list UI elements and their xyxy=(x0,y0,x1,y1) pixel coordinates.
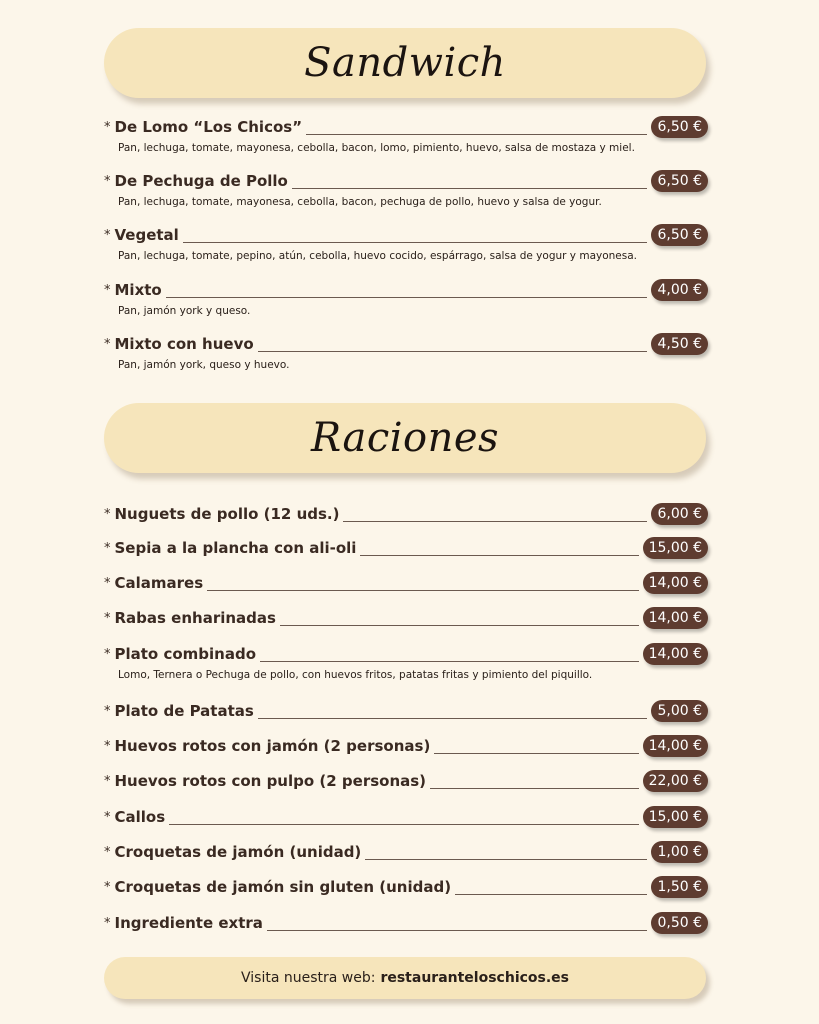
item-name: Plato combinado xyxy=(114,645,257,663)
footer-prefix: Visita nuestra web: xyxy=(240,970,376,986)
item-name: Vegetal xyxy=(114,226,179,244)
item-name: De Pechuga de Pollo xyxy=(114,172,288,190)
bullet-star: * xyxy=(104,119,111,135)
menu-item xyxy=(104,277,708,317)
sandwich-section-title: Sandwich xyxy=(304,40,506,86)
menu-item xyxy=(104,910,708,936)
menu-item xyxy=(104,641,708,681)
price-badge: 14,00 € xyxy=(643,607,708,629)
item-name: Nuguets de pollo (12 uds.) xyxy=(114,505,340,523)
bullet-star: * xyxy=(104,282,111,298)
price-badge: 1,50 € xyxy=(651,876,708,898)
dot-leader xyxy=(455,880,647,895)
price-badge: 14,00 € xyxy=(643,572,708,594)
dot-leader xyxy=(207,576,638,591)
item-name: Croquetas de jamón (unidad) xyxy=(114,843,362,861)
dot-leader xyxy=(434,739,638,754)
item-name: Sepia a la plancha con ali-oli xyxy=(114,539,357,557)
dot-leader xyxy=(267,916,648,931)
item-description: Pan, lechuga, tomate, pepino, atún, cebolla, huevo cocido, espárrago, salsa de yogur y mayonesa. xyxy=(118,250,638,262)
bullet-star: * xyxy=(104,844,111,860)
item-description: Lomo, Ternera o Pechuga de pollo, con huevos fritos, patatas fritas y pimiento del piquillo. xyxy=(118,669,593,681)
price-badge: 6,50 € xyxy=(651,170,708,192)
raciones-header-banner xyxy=(104,403,706,473)
price-badge: 14,00 € xyxy=(643,643,708,665)
bullet-star: * xyxy=(104,738,111,754)
price-badge: 6,00 € xyxy=(651,503,708,525)
item-name: Mixto con huevo xyxy=(114,335,254,353)
dot-leader xyxy=(292,174,648,189)
item-description: Pan, lechuga, tomate, mayonesa, cebolla, bacon, pechuga de pollo, huevo y salsa de yogur. xyxy=(118,196,602,208)
item-name: De Lomo “Los Chicos” xyxy=(114,118,303,136)
price-badge: 1,00 € xyxy=(651,841,708,863)
dot-leader xyxy=(258,337,648,352)
sandwich-header-banner xyxy=(104,28,706,98)
menu-item xyxy=(104,570,708,596)
bullet-star: * xyxy=(104,227,111,243)
bullet-star: * xyxy=(104,506,111,522)
menu-item xyxy=(104,114,708,154)
price-badge: 5,00 € xyxy=(651,700,708,722)
item-description: Pan, jamón york, queso y huevo. xyxy=(118,359,290,371)
dot-leader xyxy=(169,810,638,825)
item-description: Pan, jamón york y queso. xyxy=(118,305,251,317)
item-name: Huevos rotos con pulpo (2 personas) xyxy=(114,772,427,790)
menu-item xyxy=(104,168,708,208)
bullet-star: * xyxy=(104,915,111,931)
item-description: Pan, lechuga, tomate, mayonesa, cebolla, bacon, lomo, pimiento, huevo, salsa de mostaza y miel. xyxy=(118,142,635,154)
menu-item xyxy=(104,535,708,561)
menu-item xyxy=(104,501,708,527)
item-name: Ingrediente extra xyxy=(114,914,263,932)
dot-leader xyxy=(166,283,648,298)
price-badge: 4,50 € xyxy=(651,333,708,355)
item-name: Croquetas de jamón sin gluten (unidad) xyxy=(114,878,452,896)
menu-item xyxy=(104,768,708,794)
dot-leader xyxy=(258,704,648,719)
item-name: Mixto xyxy=(114,281,162,299)
item-name: Rabas enharinadas xyxy=(114,609,276,627)
dot-leader xyxy=(280,611,639,626)
dot-leader xyxy=(260,647,639,662)
item-name: Calamares xyxy=(114,574,204,592)
price-badge: 15,00 € xyxy=(643,806,708,828)
menu-item xyxy=(104,733,708,759)
bullet-star: * xyxy=(104,879,111,895)
bullet-star: * xyxy=(104,610,111,626)
raciones-section-title: Raciones xyxy=(310,415,500,461)
bullet-star: * xyxy=(104,173,111,189)
dot-leader xyxy=(306,120,647,135)
menu-item xyxy=(104,222,708,262)
bullet-star: * xyxy=(104,575,111,591)
bullet-star: * xyxy=(104,646,111,662)
price-badge: 4,00 € xyxy=(651,279,708,301)
price-badge: 14,00 € xyxy=(643,735,708,757)
bullet-star: * xyxy=(104,703,111,719)
menu-item xyxy=(104,331,708,371)
dot-leader xyxy=(343,507,647,522)
price-badge: 15,00 € xyxy=(643,537,708,559)
price-badge: 0,50 € xyxy=(651,912,708,934)
price-badge: 6,50 € xyxy=(651,224,708,246)
bullet-star: * xyxy=(104,540,111,556)
footer-banner xyxy=(104,957,706,999)
dot-leader xyxy=(365,845,647,860)
item-name: Plato de Patatas xyxy=(114,702,254,720)
price-badge: 6,50 € xyxy=(651,116,708,138)
menu-item xyxy=(104,698,708,724)
dot-leader xyxy=(430,774,639,789)
menu-item xyxy=(104,839,708,865)
item-name: Callos xyxy=(114,808,166,826)
dot-leader xyxy=(360,541,638,556)
price-badge: 22,00 € xyxy=(643,770,708,792)
dot-leader xyxy=(183,228,648,243)
item-name: Huevos rotos con jamón (2 personas) xyxy=(114,737,431,755)
bullet-star: * xyxy=(104,809,111,825)
menu-item xyxy=(104,605,708,631)
website-link[interactable]: restauranteloschicos.es xyxy=(380,970,570,986)
menu-item xyxy=(104,804,708,830)
menu-item xyxy=(104,874,708,900)
bullet-star: * xyxy=(104,773,111,789)
bullet-star: * xyxy=(104,336,111,352)
